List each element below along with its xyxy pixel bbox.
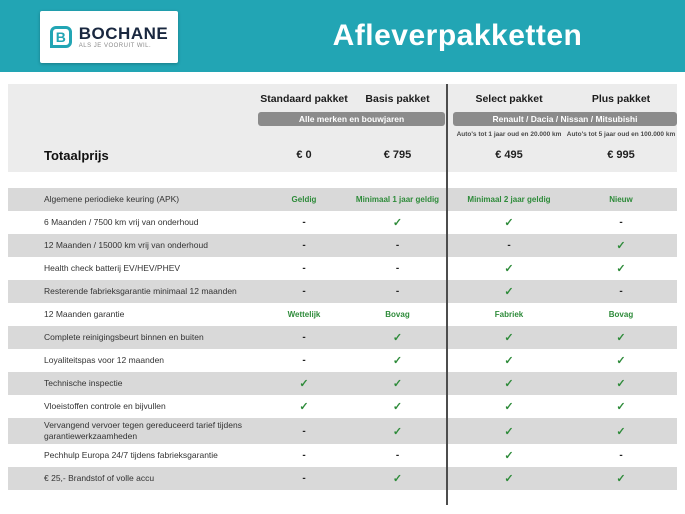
check-icon: ✓ xyxy=(616,473,626,486)
spacer xyxy=(8,172,677,188)
check-icon: ✓ xyxy=(504,355,514,367)
feature-row xyxy=(8,467,677,490)
check-icon: ✓ xyxy=(504,473,514,486)
feature-row xyxy=(8,303,677,326)
feature-label: Algemene periodieke keuring (APK) xyxy=(44,193,180,204)
dash-mark: - xyxy=(302,240,306,251)
vertical-divider xyxy=(446,84,448,505)
feature-label: Vloeistoffen controle en bijvullen xyxy=(44,400,166,411)
check-icon: ✓ xyxy=(616,355,626,367)
check-icon: ✓ xyxy=(504,378,514,390)
column-header-basis: Basis pakket xyxy=(365,93,430,105)
feature-value: Nieuw xyxy=(609,195,633,204)
feature-row xyxy=(8,234,677,257)
dash-mark: - xyxy=(619,450,623,462)
dash-mark: - xyxy=(302,217,306,228)
dash-mark: - xyxy=(302,286,306,297)
total-price-row xyxy=(8,142,677,168)
check-icon: ✓ xyxy=(504,401,514,413)
feature-row xyxy=(8,211,677,234)
feature-row xyxy=(8,349,677,372)
feature-value: Minimaal 1 jaar geldig xyxy=(355,195,440,204)
group-badge-renault-group: Renault / Dacia / Nissan / Mitsubishi xyxy=(453,112,677,127)
check-icon: ✓ xyxy=(616,401,626,413)
feature-value: Wettelijk xyxy=(287,310,321,319)
check-icon: ✓ xyxy=(504,425,514,438)
feature-label: 12 Maanden garantie xyxy=(44,308,125,319)
dash-mark: - xyxy=(507,240,511,251)
dash-mark: - xyxy=(395,450,400,462)
feature-row xyxy=(8,395,677,418)
check-icon: ✓ xyxy=(616,425,626,438)
price-select: € 495 xyxy=(495,149,523,161)
feature-label: Loyaliteitspas voor 12 maanden xyxy=(44,354,165,365)
check-icon: ✓ xyxy=(392,378,403,390)
logo-tagline: ALS JE VOORUIT WIL. xyxy=(78,43,152,50)
check-icon: ✓ xyxy=(504,263,514,275)
feature-label: Technische inspectie xyxy=(44,377,123,388)
check-icon: ✓ xyxy=(504,286,514,298)
subnote-plus: Auto's tot 5 jaar oud en 100.000 km xyxy=(566,130,676,138)
packages-table xyxy=(8,84,677,490)
feature-label: 6 Maanden / 7500 km vrij van onderhoud xyxy=(44,216,199,227)
dash-mark: - xyxy=(302,473,306,485)
price-plus: € 995 xyxy=(607,149,635,161)
feature-value: Geldig xyxy=(291,195,317,204)
column-header-plus: Plus pakket xyxy=(591,93,651,105)
feature-row xyxy=(8,444,677,467)
dash-mark: - xyxy=(395,263,400,274)
check-icon: ✓ xyxy=(299,378,309,390)
group-badge-all-brands: Alle merken en bouwjaren xyxy=(258,112,445,127)
price-standaard: € 0 xyxy=(296,149,312,161)
bochane-logo-icon: B xyxy=(50,26,72,48)
dash-mark: - xyxy=(302,450,306,462)
page-title: Afleverpakketten xyxy=(332,19,583,52)
column-header-standaard: Standaard pakket xyxy=(260,93,348,105)
feature-label: Complete reinigingsbeurt binnen en buiten xyxy=(44,331,204,342)
subnote-row xyxy=(8,128,677,140)
check-icon: ✓ xyxy=(616,263,626,275)
feature-row xyxy=(8,418,677,444)
check-icon: ✓ xyxy=(616,240,626,252)
dash-mark: - xyxy=(395,286,400,297)
bochane-logo xyxy=(40,11,178,63)
check-icon: ✓ xyxy=(392,355,403,367)
feature-value: Bovag xyxy=(385,310,410,319)
dash-mark: - xyxy=(302,425,306,437)
check-icon: ✓ xyxy=(392,425,403,438)
feature-label: Vervangend vervoer tegen gereduceerd tarief tijdens garantiewerkzaamheden xyxy=(44,420,242,442)
price-basis: € 795 xyxy=(383,149,412,161)
feature-label: Health check batterij EV/HEV/PHEV xyxy=(44,262,181,273)
check-icon: ✓ xyxy=(504,450,514,463)
header-bar xyxy=(0,0,685,72)
logo-name: BOCHANE xyxy=(78,23,169,43)
feature-row xyxy=(8,257,677,280)
check-icon: ✓ xyxy=(392,332,403,344)
dash-mark: - xyxy=(302,355,306,366)
feature-value: Minimaal 2 jaar geldig xyxy=(467,195,551,204)
total-price-label: Totaalprijs xyxy=(44,147,109,163)
feature-row xyxy=(8,372,677,395)
feature-label: 12 Maanden / 15000 km vrij van onderhoud xyxy=(44,239,208,250)
column-header-row xyxy=(8,90,677,108)
check-icon: ✓ xyxy=(504,217,514,229)
table-header-band xyxy=(8,84,677,172)
subnote-select: Auto's tot 1 jaar oud en 20.000 km xyxy=(456,130,562,138)
check-icon: ✓ xyxy=(299,401,309,413)
dash-mark: - xyxy=(395,240,400,251)
check-icon: ✓ xyxy=(616,378,626,390)
feature-row xyxy=(8,188,677,211)
feature-rows xyxy=(8,188,677,490)
dash-mark: - xyxy=(302,332,306,343)
feature-row xyxy=(8,280,677,303)
logo-texts xyxy=(79,24,168,50)
dash-mark: - xyxy=(619,217,623,228)
check-icon: ✓ xyxy=(504,332,514,344)
check-icon: ✓ xyxy=(392,473,403,486)
check-icon: ✓ xyxy=(392,401,403,413)
column-header-select: Select pakket xyxy=(475,93,543,105)
feature-label: € 25,- Brandstof of volle accu xyxy=(44,473,155,484)
dash-mark: - xyxy=(619,286,623,297)
feature-value: Fabriek xyxy=(494,310,524,319)
badge-row xyxy=(8,110,677,128)
feature-row xyxy=(8,326,677,349)
check-icon: ✓ xyxy=(392,217,403,229)
feature-label: Pechhulp Europa 24/7 tijdens fabrieksgarantie xyxy=(44,450,218,461)
dash-mark: - xyxy=(302,263,306,274)
feature-label: Resterende fabrieksgarantie minimaal 12 maanden xyxy=(44,285,237,296)
feature-value: Bovag xyxy=(608,310,634,319)
check-icon: ✓ xyxy=(616,332,626,344)
